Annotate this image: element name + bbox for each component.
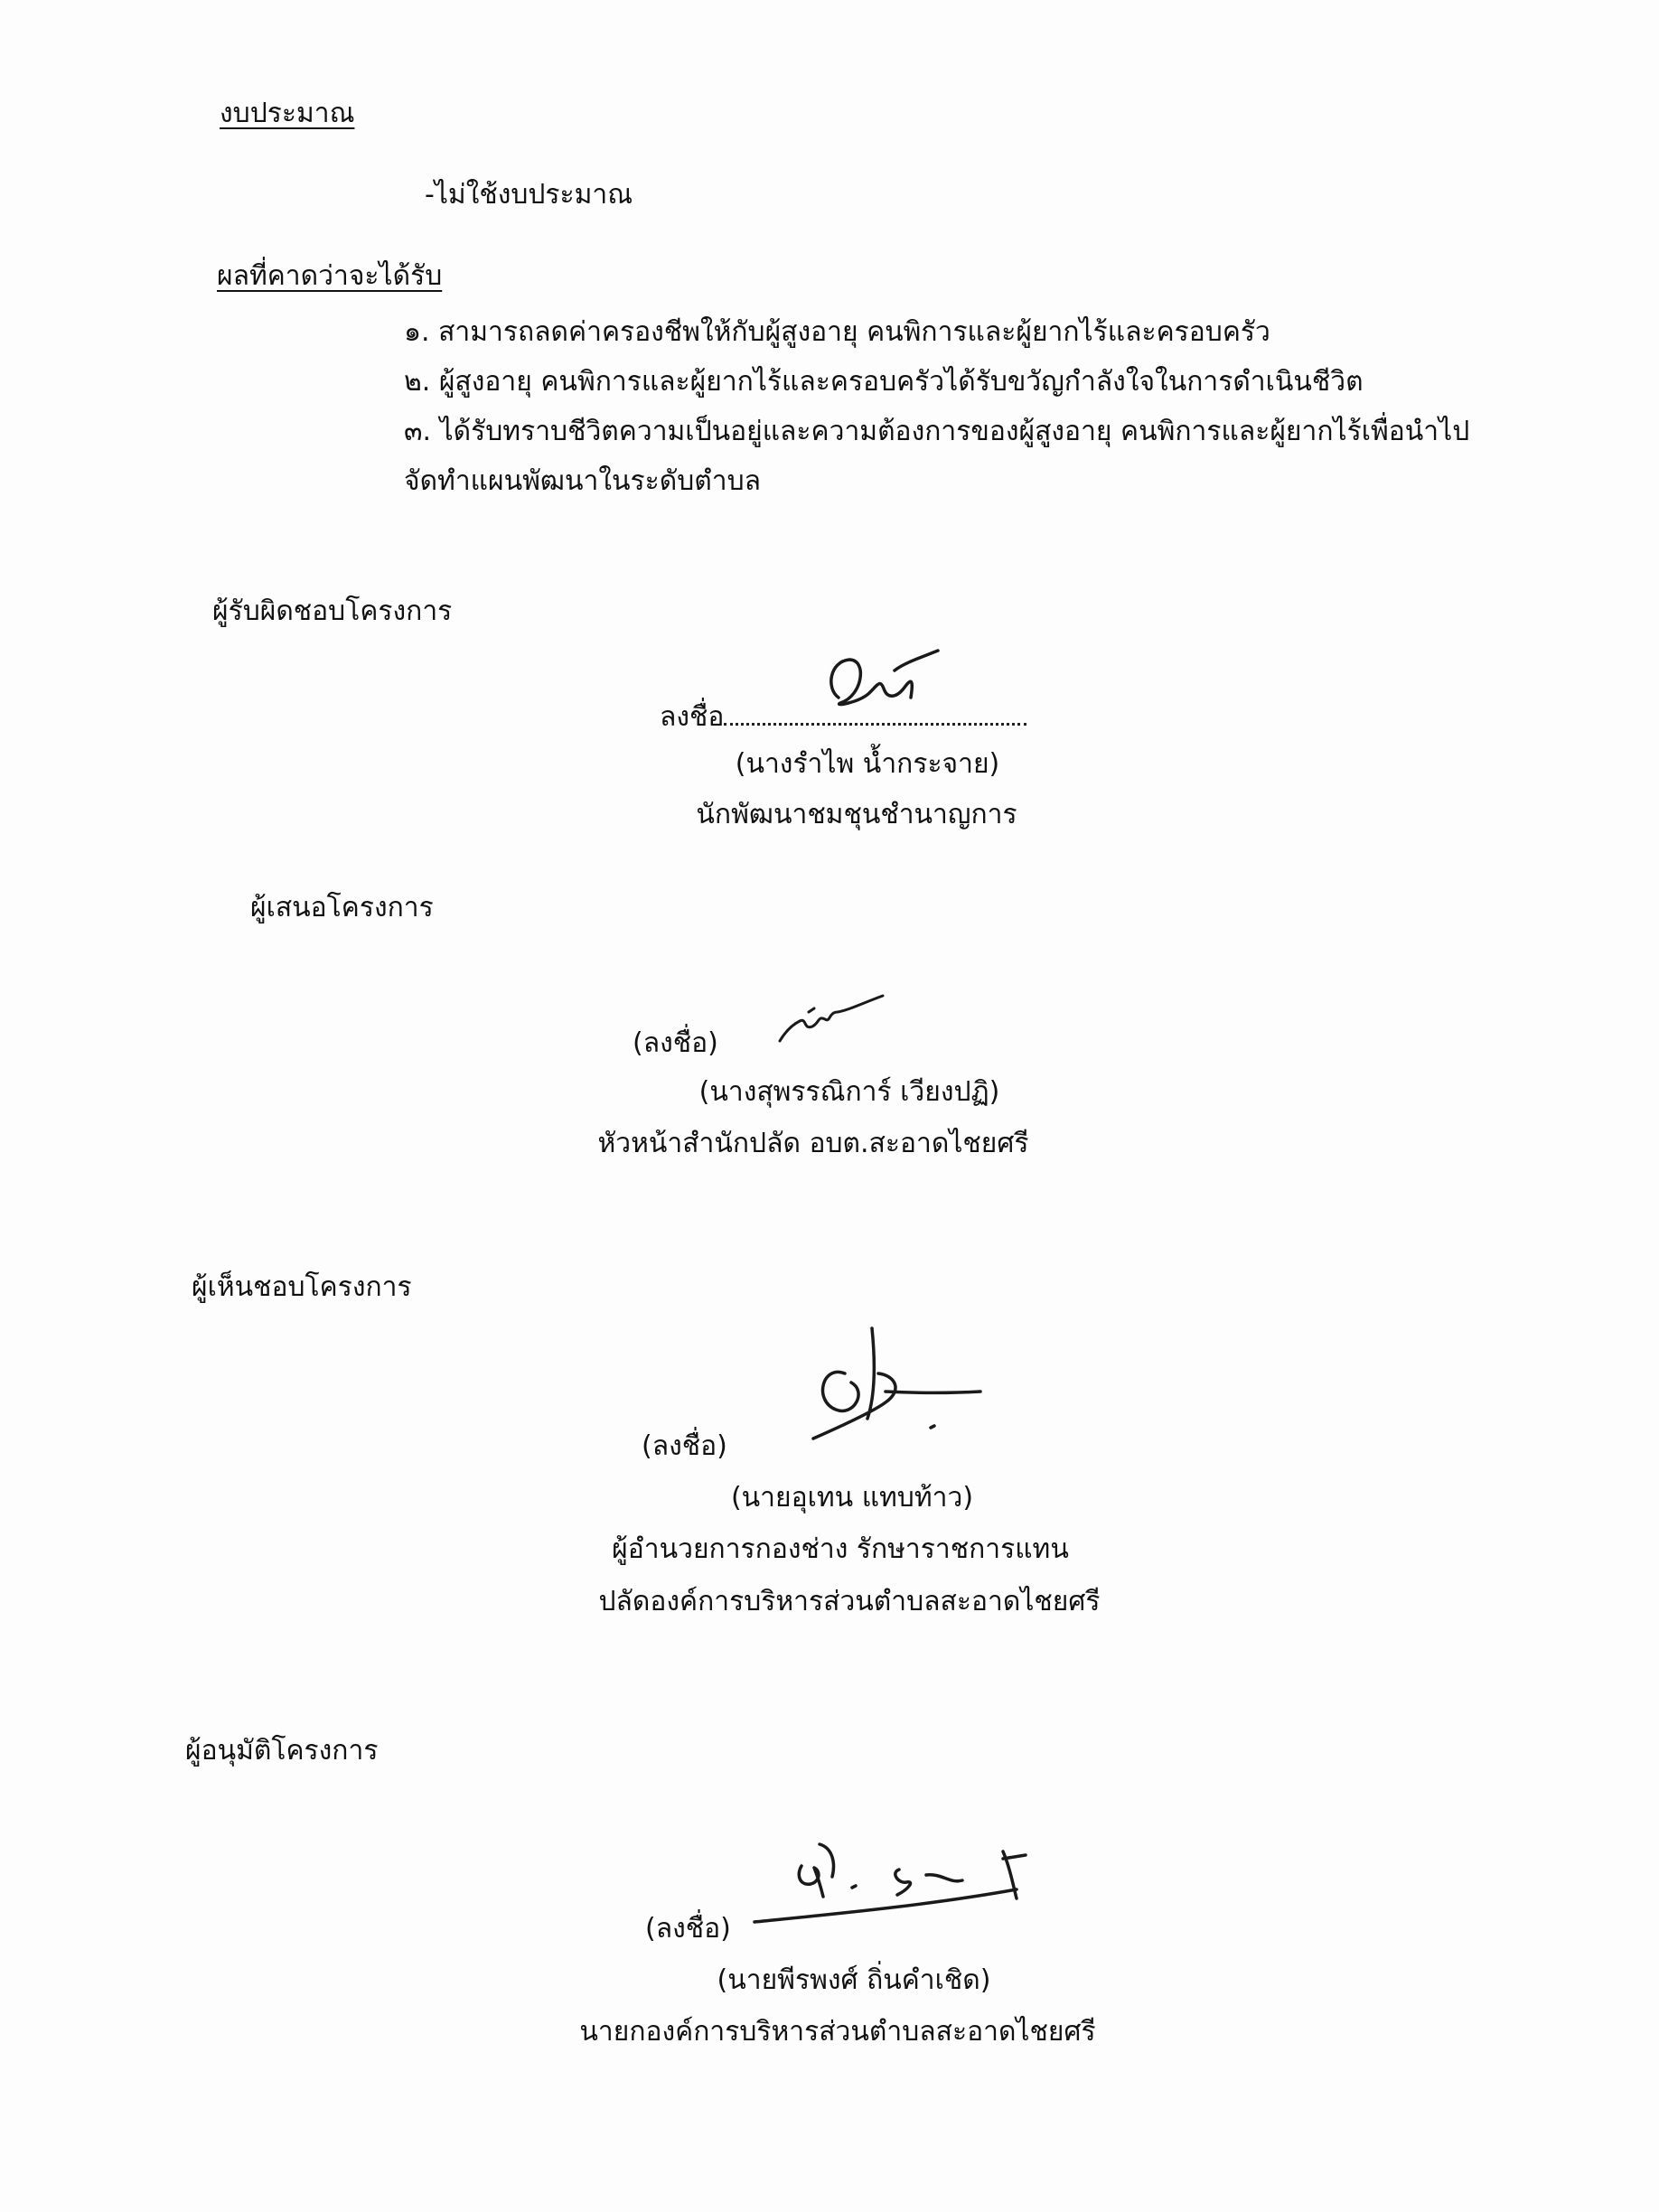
- budget-heading: งบประมาณ: [220, 98, 355, 129]
- proposer-name: (นางสุพรรณิการ์ เวียงปฏิ): [698, 1076, 1000, 1108]
- responsible-name: (นางรำไพ น้ำกระจาย): [735, 748, 1000, 780]
- approver-name: (นายพีรพงศ์ ถิ่นคำเชิด): [717, 1964, 991, 1996]
- agree-position-line2: ปลัดองค์การบริหารส่วนตำบลสะอาดไชยศรี: [598, 1586, 1101, 1617]
- agree-heading: ผู้เห็นชอบโครงการ: [192, 1271, 412, 1303]
- responsible-heading: ผู้รับผิดชอบโครงการ: [212, 595, 453, 627]
- approver-signature: [745, 1830, 1062, 1929]
- budget-value: -ไม่ใช้งบประมาณ: [425, 179, 633, 211]
- proposer-signature: [773, 985, 890, 1048]
- result-item-2: ๒. ผู้สูงอายุ คนพิการและผู้ยากไร้และครอบครัวได้รับขวัญกำลังใจในการดำเนินชีวิต: [404, 366, 1364, 398]
- proposer-position: หัวหน้าสำนักปลัด อบต.สะอาดไชยศรี: [597, 1128, 1029, 1159]
- approver-heading: ผู้อนุมัติโครงการ: [185, 1735, 379, 1767]
- approver-sign-label: (ลงชื่อ): [645, 1913, 731, 1945]
- agree-position-line1: ผู้อำนวยการกองช่าง รักษาราชการแทน: [612, 1533, 1069, 1565]
- agree-name: (นายอุเทน แทบท้าว): [730, 1482, 974, 1514]
- agree-sign-label: (ลงชื่อ): [642, 1430, 727, 1462]
- proposer-sign-label: (ลงชื่อ): [633, 1027, 718, 1059]
- proposer-heading: ผู้เสนอโครงการ: [250, 892, 434, 923]
- result-item-3: ๓. ได้รับทราบชีวิตความเป็นอยู่และความต้องการของผู้สูงอายุ คนพิการและผู้ยากไร้เพื่อนำไป: [404, 416, 1470, 447]
- approver-position: นายกองค์การบริหารส่วนตำบลสะอาดไชยศรี: [579, 2016, 1096, 2048]
- responsible-sign-label: ลงชื่อ: [660, 701, 725, 733]
- result-item-1: ๑. สามารถลดค่าครองชีพให้กับผู้สูงอายุ คนพิการและผู้ยากไร้และครอบครัว: [404, 316, 1270, 348]
- results-heading: ผลที่คาดว่าจะได้รับ: [217, 260, 443, 292]
- responsible-signature: [813, 643, 949, 725]
- responsible-position: นักพัฒนาชมชุนชำนาญการ: [696, 799, 1017, 830]
- agree-signature: [795, 1319, 985, 1455]
- result-item-3-continued: จัดทำแผนพัฒนาในระดับตำบล: [404, 465, 761, 497]
